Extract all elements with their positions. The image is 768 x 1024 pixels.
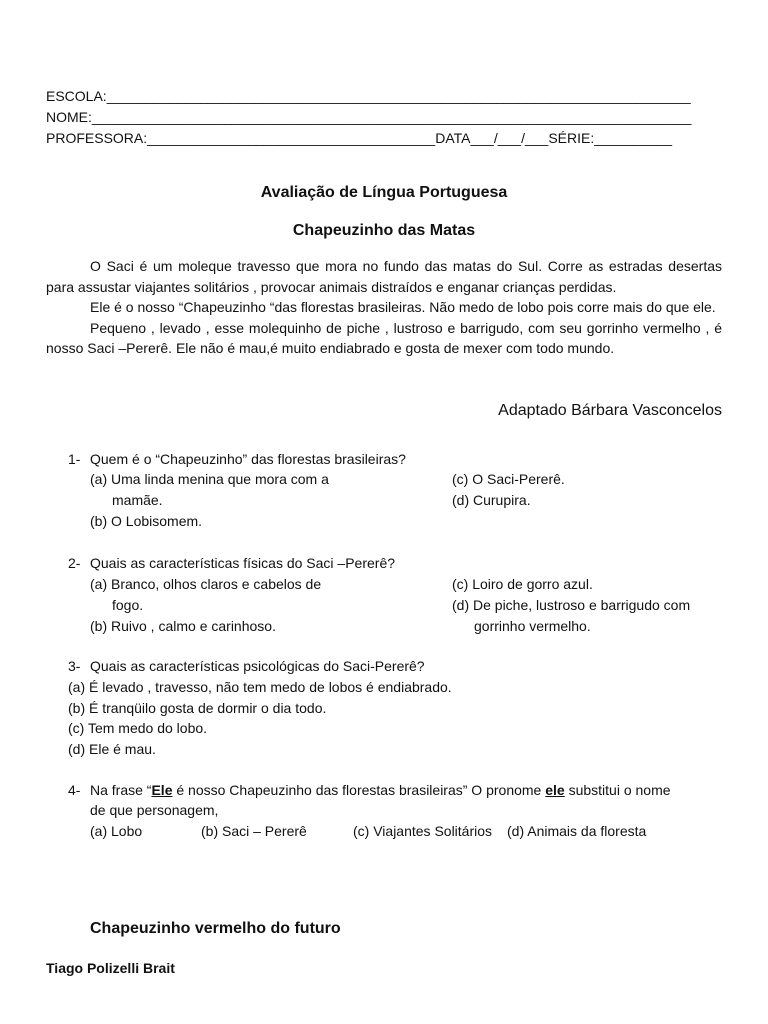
question-4-option-b: (b) Saci – Pererê: [201, 823, 307, 839]
question-3-option-a: (a) É levado , travesso, não tem medo de lobos é endiabrado.: [68, 679, 452, 695]
question-1-option-d: (d) Curupira.: [452, 492, 531, 508]
name-field: NOME:_____________________________________________________________________________: [46, 109, 692, 125]
question-3-number: 3-: [68, 658, 81, 674]
question-2-option-c: (c) Loiro de gorro azul.: [452, 576, 593, 592]
paragraph-2-start: Ele é o nosso “Chapeuzinho “: [90, 299, 275, 315]
question-3-prompt: Quais as características psicológicas do Saci-Pererê?: [90, 658, 425, 674]
question-2-option-a: (a) Branco, olhos claros e cabelos de: [90, 576, 322, 592]
question-4-prompt-part-3: substitui o nome: [564, 782, 671, 798]
next-text-title: Chapeuzinho vermelho do futuro: [90, 920, 341, 937]
paragraph-2: [46, 297, 722, 318]
question-1-prompt: [90, 449, 406, 469]
page-title: Avaliação de Língua Portuguesa: [260, 184, 508, 201]
reading-text: [46, 256, 722, 359]
question-3-option-c: (c) Tem medo do lobo.: [68, 720, 208, 736]
question-1-option-c: (c) O Saci-Pererê.: [452, 471, 565, 487]
question-3-option-d: (d) Ele é mau.: [68, 741, 156, 757]
question-1-option-a-cont: mamãe.: [112, 492, 163, 508]
question-2-option-b: (b) Ruivo , calmo e carinhoso.: [90, 618, 276, 634]
question-4-option-d: (d) Animais da floresta: [507, 823, 647, 839]
question-2-option-a-cont: fogo.: [112, 597, 144, 613]
question-4-number: 4-: [68, 782, 81, 798]
question-4-prompt: [90, 780, 671, 800]
question-4-pronoun-underlined: ele: [545, 782, 565, 798]
question-4-prompt-part-1: Na frase “: [90, 782, 152, 798]
question-1-option-b: (b) O Lobisomem.: [90, 513, 203, 529]
paragraph-3: Pequeno , levado , esse molequinho de piche , lustroso e barrigudo, com seu gorrinho vermelho , é nosso Saci –Pererê. Ele não é mau,é muito endiabrado e gosta de mexer com todo mundo.: [46, 319, 722, 356]
paragraph-1: O Saci é um moleque travesso que mora no fundo das matas do Sul. Corre as estradas desertas para assustar viajantes solitários , provocar animais distraídos e enganar crianças perdidas.: [46, 258, 722, 295]
question-2-number: 2-: [68, 555, 81, 571]
next-text-author: Tiago Polizelli Brait: [46, 960, 175, 976]
question-4-option-a: (a) Lobo: [90, 823, 143, 839]
question-3-option-b: (b) É tranqüilo gosta de dormir o dia todo.: [68, 700, 327, 716]
teacher-date-grade-field: PROFESSORA:_____________________________________DATA___/___/___SÉRIE:__________: [46, 130, 673, 146]
question-2-prompt: Quais as características físicas do Saci –Pererê?: [90, 555, 396, 571]
question-2-option-d: (d) De piche, lustroso e barrigudo com: [452, 597, 691, 613]
question-4-prompt-part-2: é nosso Chapeuzinho das florestas brasileiras” O pronome: [172, 782, 546, 798]
attribution: Adaptado Bárbara Vasconcelos: [498, 402, 722, 419]
question-4-option-c: (c) Viajantes Solitários: [353, 823, 493, 839]
paragraph-2-end: das florestas brasileiras. Não medo de lobo pois corre mais do que ele.: [274, 299, 716, 315]
question-1-number: 1-: [68, 451, 81, 467]
text-title: Chapeuzinho das Matas: [292, 222, 476, 239]
question-2-option-d-cont: gorrinho vermelho.: [474, 618, 591, 634]
question-1-prompt-start: Quem: [90, 451, 129, 467]
question-4-pronoun-highlight: Ele: [151, 782, 173, 798]
question-4-prompt-cont: de que personagem,: [90, 802, 219, 818]
question-1-prompt-end: é o “Chapeuzinho” das florestas brasileiras?: [132, 451, 406, 467]
school-field: ESCOLA:___________________________________________________________________________: [46, 88, 691, 104]
question-1-option-a: (a) Uma linda menina que mora com a: [90, 471, 329, 487]
